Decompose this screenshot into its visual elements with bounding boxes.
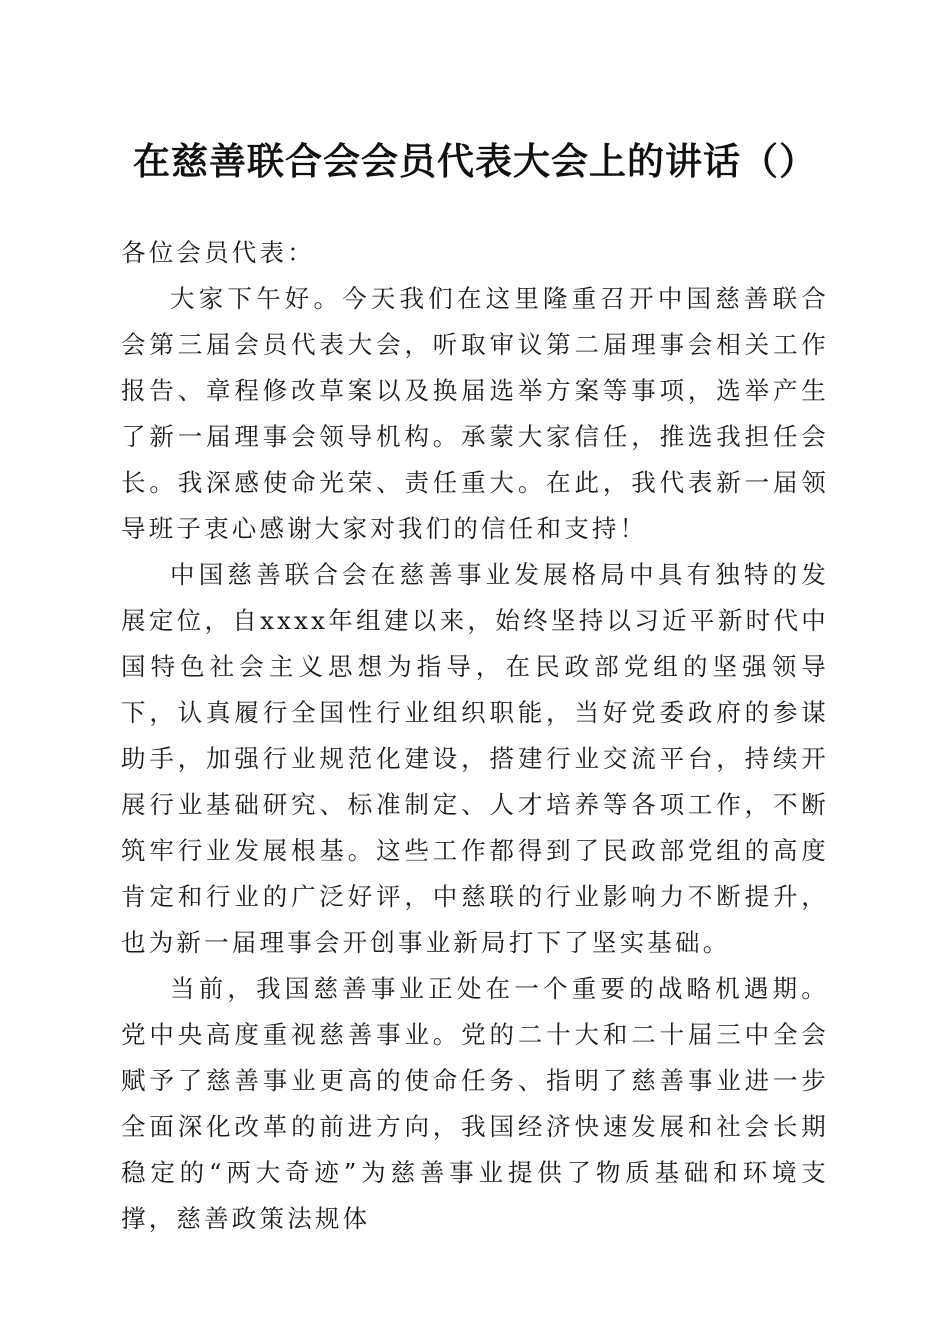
paragraph-1: 大家下午好。今天我们在这里隆重召开中国慈善联合会第三届会员代表大会，听取审议第二届理事会相关工作报告、章程修改草案以及换届选举方案等事项，选举产生了新一届理事会领导机构。承蒙大家信任，推选我担任会长。我深感使命光荣、责任重大。在此，我代表新一届领导班子衷心感谢大家对我们的信任和支持！ — [121, 284, 829, 543]
paragraph-2: 中国慈善联合会在慈善事业发展格局中具有独特的发展定位，自xxxx年组建以来，始终坚持以习近平新时代中国特色社会主义思想为指导，在民政部党组的坚强领导下，认真履行全国性行业组织职能，当好党委政府的参谋助手，加强行业规范化建设，搭建行业交流平台，持续开展行业基础研究、标准制定、人才培养等各项工作，不断筑牢行业发展根基。这些工作都得到了民政部党组的高度肯定和行业的广泛好评，中慈联的行业影响力不断提升，也为新一届理事会开创事业新局打下了坚实基础。 — [121, 560, 829, 957]
document-title: 在慈善联合会会员代表大会上的讲话（） — [133, 139, 817, 183]
document-body — [121, 230, 829, 1242]
greeting: 各位会员代表： — [121, 238, 315, 267]
paragraph-3: 当前，我国慈善事业正处在一个重要的战略机遇期。党中央高度重视慈善事业。党的二十大和二十届三中全会赋予了慈善事业更高的使命任务、指明了慈善事业进一步全面深化改革的前进方向，我国经济快速发展和社会长期稳定的“两大奇迹”为慈善事业提供了物质基础和环境支撑，慈善政策法规体 — [121, 974, 829, 1233]
